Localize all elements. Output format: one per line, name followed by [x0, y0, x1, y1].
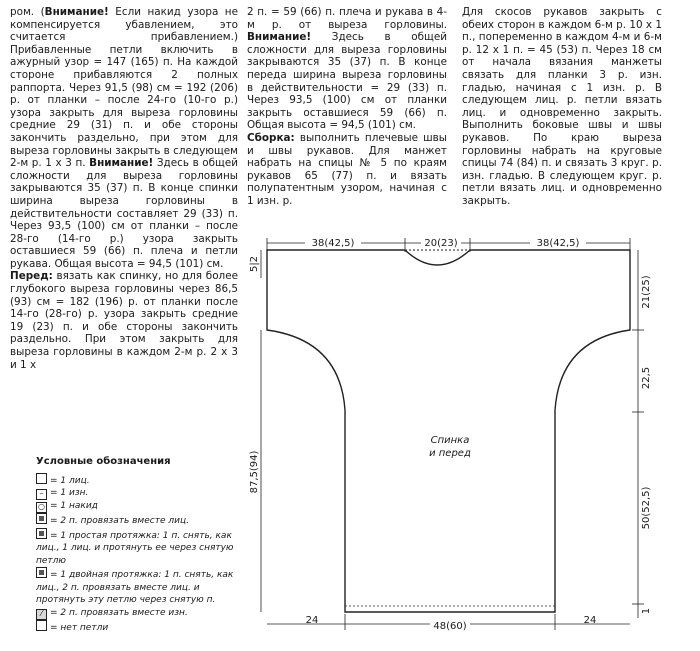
piece-label-line-1: Спинка [430, 435, 470, 446]
right-band-height-label: 1 [641, 607, 652, 615]
right-upper-height-label: 21(25) [641, 275, 652, 309]
col1-text-a: ром. ( [10, 6, 45, 18]
top-right-width-label: 38(42,5) [536, 238, 580, 249]
col2-text-a: 2 п. = 59 (66) п. плеча и рукава в 4-м р. от выреза горловины. [247, 6, 447, 31]
front-heading: Перед: [10, 270, 53, 283]
dash-box-icon: – [36, 489, 47, 500]
circle-box-icon: ○ [36, 502, 47, 513]
bottom-center-width-label: 48(60) [433, 621, 467, 632]
top-center-width-label: 20(23) [424, 238, 458, 249]
col1-text-c: Здесь в общей сложности для выреза горловины закрываются 35 (37) п. В конце спинки ширина выреза горловины в действительности составляет 29 (33) п. Через 93,5 (100) см от планки – после 28-го (14-го р.) узора закрыть оставшиеся 59 (66) п. плеча и петли рукава. Общая высота = 94,5 (101) см. [10, 157, 238, 270]
legend-title: Условные обозначения [36, 456, 171, 467]
left-neck-depth-label: 5|2 [249, 255, 260, 273]
col1-text-b: Если накид узора не компенсируется убавлением, это считается прибавлением.) Прибавленные петли включить в ажурный узор = 147 (165) п. На каждой стороне прибавляются 2 полных раппорта. Через 91,5 (98) см = 192 (206) р. от планки – после 24-го (10-го р.) узора закрыть для выреза горловины средние 29 (31) п. и обе стороны закончить раздельно, при этом для выреза горловины закрыть в следующем 2-м р. 1 x 3 п. [10, 6, 238, 170]
legend-item-text: = 1 накид [50, 501, 98, 511]
garment-outline [267, 250, 630, 612]
col1-warning-1: Внимание! [44, 6, 109, 18]
col3-paragraph: Для скосов рукавов закрыть с обеих сторон в каждом 6-м р. 10 x 1 п., попеременно в каждом 4-м и 6-м р. 12 x 1 п. = 45 (53) п. Через 18 см от начала вязания манжеты связать для планки 3 р. изн. гладью, начиная с 1 изн. р. В следующем лиц. р. петли вязать лиц. и одновременно закрыть. Выполнить боковые швы и швы рукавов. По краю выреза горловины набрать на круговые спицы 74 (84) п. и связать 3 круг. р. изн. гладью. В следующем круг. р. петли вязать лиц. и одновременно закрыть. [462, 6, 662, 207]
right-mid-height-label: 22,5 [641, 366, 652, 390]
assembly-heading: Сборка: [247, 131, 295, 144]
bottom-left-width-label: 24 [305, 615, 319, 626]
legend-item-text: = 1 двойная протяжка: 1 п. снять, как лиц., 2 п. провязать вместе лиц. и протянуть эту петлю через снятую п. [36, 570, 234, 605]
legend-item-text: = 2 п. провязать вместе лиц. [50, 516, 189, 526]
legend-item-text: = 1 изн. [50, 488, 89, 498]
col2-warning: Внимание! [247, 31, 312, 44]
legend-item-text: = нет петли [50, 622, 109, 633]
legend-item-text: = 1 простая протяжка: 1 п. снять, как лиц., 1 лиц. и протянуть ее через снятую петлю [36, 530, 234, 566]
right-lower-height-label: 50(52,5) [641, 486, 652, 530]
front-text: вязать как спинку, но для более глубокого выреза горловины через 86,5 (93) см = 182 (196) р. от планки после 14-го (28-го) р. узора закрыть средние 19 (23) п. и обе стороны закончить раздельно. При этом закрыть для выреза горловины в каждом 2-м р. 2 x 3 и 1 x [10, 270, 238, 371]
top-left-width-label: 38(42,5) [311, 238, 355, 249]
legend-item-text: = 2 п. провязать вместе изн. [50, 607, 188, 618]
legend-item-text: = 1 лиц. [50, 475, 90, 486]
piece-label-line-2: и перед [429, 448, 471, 459]
left-total-height-label: 87,5(94) [249, 450, 260, 494]
bottom-right-width-label: 24 [583, 615, 597, 626]
p2tog-box-icon: ⁄ [36, 609, 47, 620]
col2-text-b: Здесь в общей сложности для выреза горловины закрываются 35 (37) п. В конце переда ширина выреза горловины в действительности = 29 (33) п. Через 93,5 (100) см от планки закрыть оставшиеся 59 (66) п. Общая высота = 94,5 (101) см. [247, 31, 447, 132]
col1-warning-2: Внимание! [89, 157, 154, 170]
assembly-text: выполнить плечевые швы и швы рукавов. Для манжет набрать на спицы № 5 по краям рукавов 65 (77) п. и вязать полупатентным узором, начиная с 1 изн. р. [247, 131, 447, 207]
